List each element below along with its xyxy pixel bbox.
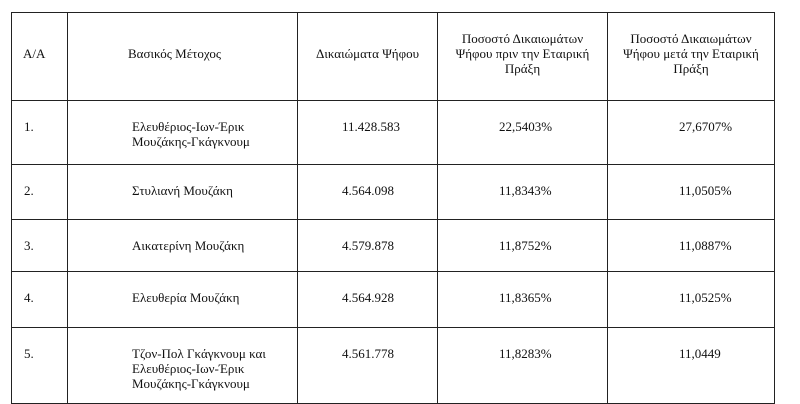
cell-shareholder: Τζον-Πολ Γκάγκνουμ και Ελευθέριος-Ιων-Έρικ Μουζάκης-Γκάγκνουμ	[68, 328, 298, 404]
cell-pct-after: 11,0449	[608, 328, 775, 404]
shareholders-table	[11, 12, 775, 404]
cell-pct-before: 22,5403%	[438, 101, 608, 165]
table-row	[12, 272, 775, 328]
cell-pct-before: 11,8283%	[438, 328, 608, 404]
cell-aa: 1.	[12, 101, 68, 165]
table-row	[12, 328, 775, 404]
cell-votes: 4.561.778	[298, 328, 438, 404]
cell-pct-after: 11,0525%	[608, 272, 775, 328]
header-pct-before: Ποσοστό Δικαιωμάτων Ψήφου πριν την Εταιρική Πράξη	[438, 13, 608, 101]
cell-votes: 11.428.583	[298, 101, 438, 165]
cell-aa: 4.	[12, 272, 68, 328]
cell-aa: 5.	[12, 328, 68, 404]
cell-shareholder: Αικατερίνη Μουζάκη	[68, 220, 298, 272]
header-shareholder: Βασικός Μέτοχος	[68, 13, 298, 101]
cell-pct-before: 11,8343%	[438, 165, 608, 220]
cell-shareholder: Ελευθέριος-Ιων-Έρικ Μουζάκης-Γκάγκνουμ	[68, 101, 298, 165]
header-pct-after: Ποσοστό Δικαιωμάτων Ψήφου μετά την Εταιρική Πράξη	[608, 13, 775, 101]
cell-pct-after: 11,0887%	[608, 220, 775, 272]
cell-votes: 4.579.878	[298, 220, 438, 272]
header-aa: Α/Α	[12, 13, 68, 101]
cell-votes: 4.564.928	[298, 272, 438, 328]
cell-pct-after: 27,6707%	[608, 101, 775, 165]
cell-pct-after: 11,0505%	[608, 165, 775, 220]
cell-aa: 3.	[12, 220, 68, 272]
table-row	[12, 220, 775, 272]
cell-aa: 2.	[12, 165, 68, 220]
cell-shareholder: Ελευθερία Μουζάκη	[68, 272, 298, 328]
table-row	[12, 165, 775, 220]
cell-pct-before: 11,8365%	[438, 272, 608, 328]
cell-shareholder: Στυλιανή Μουζάκη	[68, 165, 298, 220]
header-votes: Δικαιώματα Ψήφου	[298, 13, 438, 101]
cell-votes: 4.564.098	[298, 165, 438, 220]
table-row	[12, 101, 775, 165]
cell-pct-before: 11,8752%	[438, 220, 608, 272]
table-header-row	[12, 13, 775, 101]
